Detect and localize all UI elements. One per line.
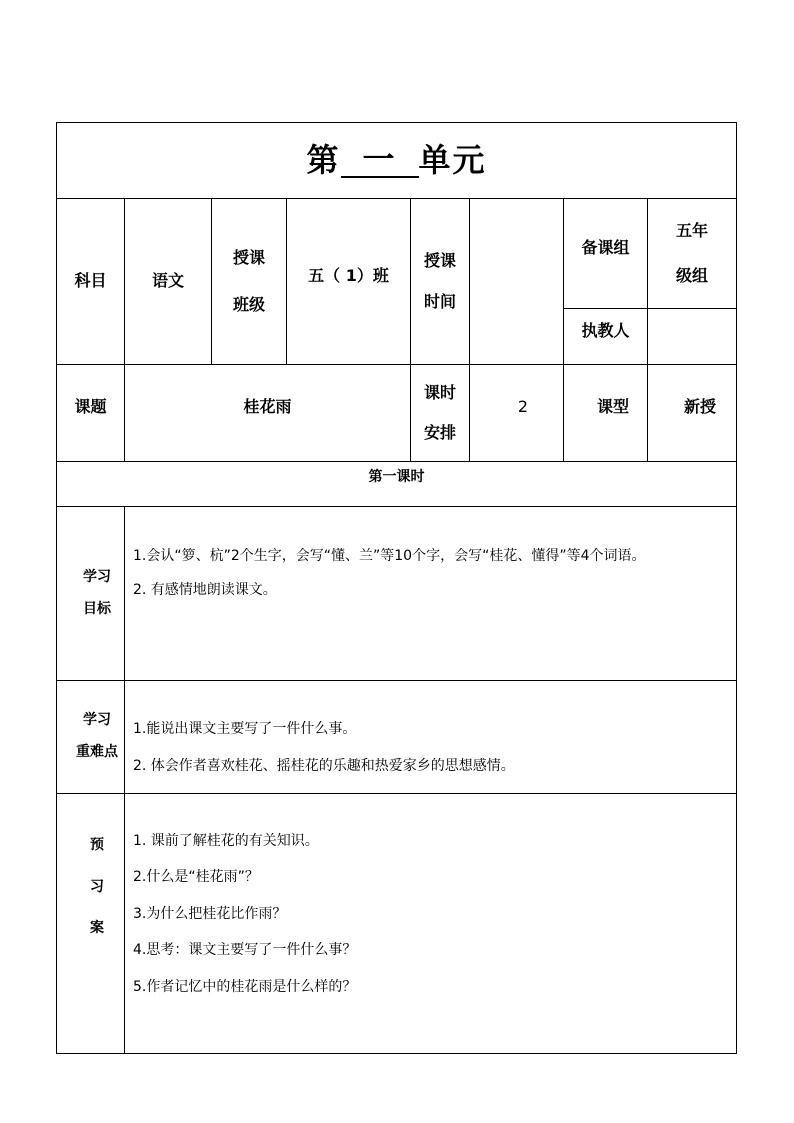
preview-item: 4.思考：课文主要写了一件什么事？ (133, 942, 357, 959)
table-rule (56, 680, 737, 681)
table-border-bottom (56, 1053, 737, 1054)
time-label-line1: 授课 (423, 251, 456, 271)
hours-label (411, 365, 469, 461)
table-rule (56, 793, 737, 794)
subject-label: 科目 (74, 271, 107, 291)
unit-title-number: 一 (341, 143, 419, 179)
goals-item: 1.会认“箩、杭”2个生字，会写“懂、兰”等10个字，会写“桂花、懂得”等4个词语。 (133, 548, 646, 564)
class-label-line1: 授课 (232, 248, 265, 268)
preview-item: 2.什么是“桂花雨”？ (133, 869, 259, 886)
key-points-item: 2. 体会作者喜欢桂花、摇桂花的乐趣和热爱家乡的思想感情。 (133, 758, 515, 775)
preview-label-line1: 预 (90, 837, 104, 854)
unit-title (57, 123, 736, 198)
goals-label-line1: 学习 (83, 568, 111, 585)
group-value-line1: 五年 (675, 221, 708, 241)
preview-label (57, 794, 137, 1053)
class-label-line2: 班级 (232, 294, 265, 314)
preview-label-line3: 案 (90, 920, 104, 937)
hours-label-line1: 课时 (423, 382, 456, 402)
section-title: 第一课时 (368, 469, 425, 486)
teacher-value (648, 309, 736, 364)
unit-title-prefix: 第 (306, 141, 341, 180)
topic-label: 课题 (74, 397, 107, 417)
goals-label-line2: 目标 (83, 600, 111, 617)
group-value-line2: 级组 (675, 265, 708, 285)
time-label-line2: 时间 (423, 291, 456, 311)
key-points-item: 1.能说出课文主要写了一件什么事。 (133, 721, 357, 737)
goals-item: 2. 有感情地朗读课文。 (133, 582, 277, 599)
time-label (411, 199, 469, 364)
key-points-label-line2: 重难点 (76, 744, 118, 760)
teacher-label: 执教人 (581, 321, 630, 341)
key-points-content (133, 718, 731, 778)
time-value (470, 199, 563, 364)
preview-content (133, 830, 731, 998)
type-label: 课型 (596, 397, 629, 417)
key-points-label-line1: 学习 (83, 712, 111, 729)
preview-label-line2: 习 (90, 878, 104, 895)
preview-item: 3.为什么把桂花比作雨？ (133, 905, 287, 922)
group-label: 备课组 (581, 237, 630, 257)
class-value: 五（ 1）班 (308, 266, 389, 286)
goals-label (57, 507, 137, 680)
topic-value: 桂花雨 (243, 397, 292, 417)
group-value (648, 199, 736, 308)
hours-label-line2: 安排 (423, 423, 456, 442)
class-label (212, 199, 286, 364)
hours-value: 2 (517, 397, 529, 417)
goals-content (133, 545, 731, 602)
preview-item: 1. 课前了解桂花的有关知识。 (133, 833, 319, 849)
type-value: 新授 (683, 397, 716, 417)
preview-item: 5.作者记忆中的桂花雨是什么样的？ (133, 978, 357, 995)
unit-title-suffix: 单元 (418, 141, 487, 180)
table-border-right (736, 122, 737, 1054)
table-rule (56, 506, 737, 507)
subject-value: 语文 (151, 271, 184, 291)
key-points-label (57, 681, 137, 793)
